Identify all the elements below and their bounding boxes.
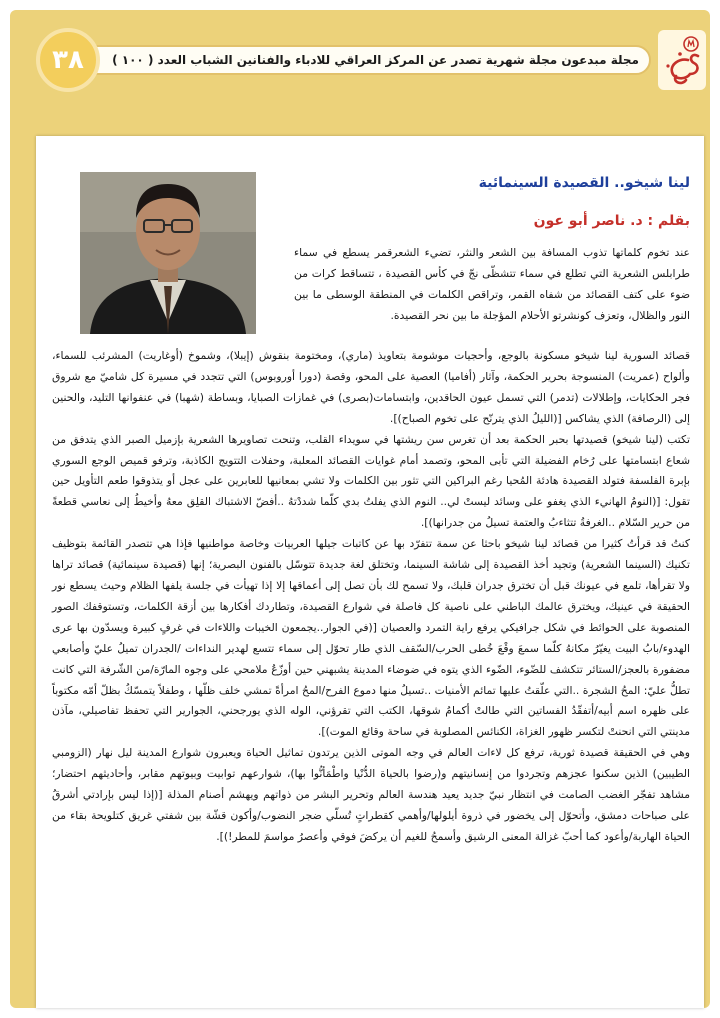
article-paragraph: تكتب (لينا شيخو) قصيدتها بحبر الحكمة بعد أن تغرس سن ريشتها في سويداء القلب، وتنحت تصاويرها الشعرية بإزميل الصبر الذي يتدفق من شعاع ابتسامتها على رُخام الفضيلة التي تأبى المحو، وتصمد أمام غوايات القصائد المعلبة، وحفلات التتويج الكاذبة، وترفو قميص الوجع السوري بإبرة الفلسفة فتولد القصيدة هادئة المُحيا رغم البراكين التي تثور بين الكلمات ولا تشي بمعانيها للعابرين على عجل أو يتذوقوا طعم التأويل حين تقول: [(النومُ الهانيء الذي يغفو على وسائد ليستْ لي.. النوم الذي يفلتُ بدي كلّما شددْتهُ ..أفضّ الاشتباك القلِق معهُ وأخيطُ إلى نعاسي قطعةً من حرير السّلام ..الغرفةُ تتثاءبُ والعتمة تسيلُ من جدرانها)].	[52, 432, 690, 530]
page-frame	[10, 10, 710, 1008]
magazine-title: مجلة مبدعون مجلة شهرية تصدر عن المركز العراقي للادباء والفنانين الشباب العدد ( ١٠٠ )	[112, 53, 639, 67]
article-intro: عند تخوم كلماتها تذوب المسافة بين الشعر والنثر، تضيء الشعرقمر يسطع في سماء طرابلس الشعرية التي تطلع في سماء تتشظّى نجّ في كأس القصيدة ، تتساقط كرات من ضوء على كتف القصائد من شفاه القمر، وتراقص الكلمات في المنطقة الوسطى ما بين النور والظلال، وتعزف كونشرتو الأحلام المؤجلة ما بين نحر القصيدة.	[294, 246, 690, 322]
article-panel	[36, 136, 704, 1008]
article-author: بقلم : د. ناصر أبو عون	[533, 213, 690, 229]
article-body	[52, 346, 690, 848]
page-number-badge	[36, 28, 100, 92]
article-title: لينا شيخو.. القصيدة السينمائية	[478, 175, 690, 191]
page-header	[36, 28, 706, 92]
magazine-logo-icon	[658, 30, 706, 90]
article-paragraph: وهي في الحقيقة قصيدة ثورية، ترفع كل لاءات العالم في وجه الموتى الذين يرتدون تماثيل الحياة ويعبرون شوارع المدينة ليل نهار (الزومبي الطيبين) الذين سكنوا عجزهم وتجردوا من إنسانيتهم و(رضوا بالحياة الدُّنْيا واطْمَأنُّوا بها)، شوارعهم توابيت وبيوتهم مقابر، وأحاديثهم احتضار؛ مشاهد تفجّر الغضب الصامت في انتظار نبيّ جديد يعيد هندسة العالم وتحرير البشر من ذواتهم ويهشم أصنام المذلة [(إذا ليس بإرادتي أشرقُ على صباحات دمشق، وأتحوّل إلى يخضور في ذروة أيلولها/وأهمي كقطراتٍ تُسلّي ضجر النضوب/وأكون قشّة بين شفتي غريق كتلويحة بقاء من الحياة الهاربة/وأعود كما أحبّ غزالة المعنى الرشيق وأسمحُ للغيم أن يركضَ فوقي وأعصرُ مواسمَ للمطر!)].	[52, 746, 690, 843]
page-number: ٣٨	[52, 45, 84, 75]
author-photo	[80, 172, 256, 334]
header-banner	[76, 45, 651, 75]
article-paragraph: قصائد السورية لينا شيخو مسكونة بالوجع، وأحجيات موشومة بتعاويذ (ماري)، ومختومة بنقوش (إيبلا)، وشموخ (أوغاريت) المشرئب للسماء، وألواح (عمريت) المنسوجة بحرير الحكمة، وآثار (أفاميا) العصية على المحو، وقصة (دورا أوروبوس) التي تتجدد في مسيرة كل شاميّ مع شروق فجر الحكايات، وإطلالات (تدمر) التي تسمل عيون الحاقدين، وابتسامات(بصرى) في غمازات الصبايا، وبساطة (شهبا) في عنفوانها التليد، والحنين إلى (الرصافة) الذي يشاكس [(الليلُ الذي يترنّح على تخوم الصباح)].	[52, 349, 690, 425]
article-paragraph: كنتُ قد قرأتُ كثيرا من قصائد لينا شيخو باحثا عن سمة تتفرّد بها عن كاتبات جيلها العربيات وخاصة مواطنيها فإذا هي تتصدر القائمة بتوظيف تكنيك (السينما الشعرية) وتجيد أخذ القصيدة إلى شاشة السينما، وتختلق لغة جديدة تتوسّل بالفنون البصرية؛ إنها (قصيدة سينمائية) قصائد تراها ولا تقرأها، تلمع في عيونك قبل أن تخترق جدران قلبك، ولا تسمح لك بأن تصل إلى أعماقها إلا إذا تهيأت في جلسة يلفها الظلام وحيث يسطع نور الحقيقة في عينيك، ويخترق عالمك الباطني على ناصية كل فاصلة في شوارع القصيدة، وتطاردك أفكارها بين أزقة الكلمات، وتستوقفك الصور المنصوبة على الحوائط في شكل جرافيكي يرفع راية التمرد والعصيان [(في الجوار..يجمعون الخيبات واللاءات في غرفٍ كبيرة ويسدّون بها عرى الهدوء/بابُ البيت يغيّرُ مكانهُ كلّما سمعَ وقْعَ خُطى الحرب/السّقف الذي طار تحوّل إلى سماء تتسع لهدير النداءات /الجدران تميلُ عليّ وأصابعي مضفورة بالعجز/الستائر تتكشف للضّوء، الضّوء الذي يتوه في ضوضاء المدينة يشبهني حين أوزّعُ ملامحي على وجوه المارّة/من الشّرفة التي كانت تطلُّ عليّ: المحُ الشجرة ..التي علّقتُ عليها تمائم الأمنيات ..تسيلُ منها دموع الفرح/المحُ امرأةً تمشي خلف ظلّها ، وطفلاً يتمسّكُ بظلّ أمّه مكتوباً على ظهره اسم أبيه/أتفقّدُ الفساتين التي طالتْ أكمامُ شوقها، الكتب التي تقرؤني، الوله الذي يورجحني، الجوارير التي تحفظ تفاصيلي، مآذن مدينتي التي انحنتْ لتكسر ظهور الغزاة، الكنائس المصلوبة في ساحة وقائع الموت)].	[52, 537, 690, 739]
